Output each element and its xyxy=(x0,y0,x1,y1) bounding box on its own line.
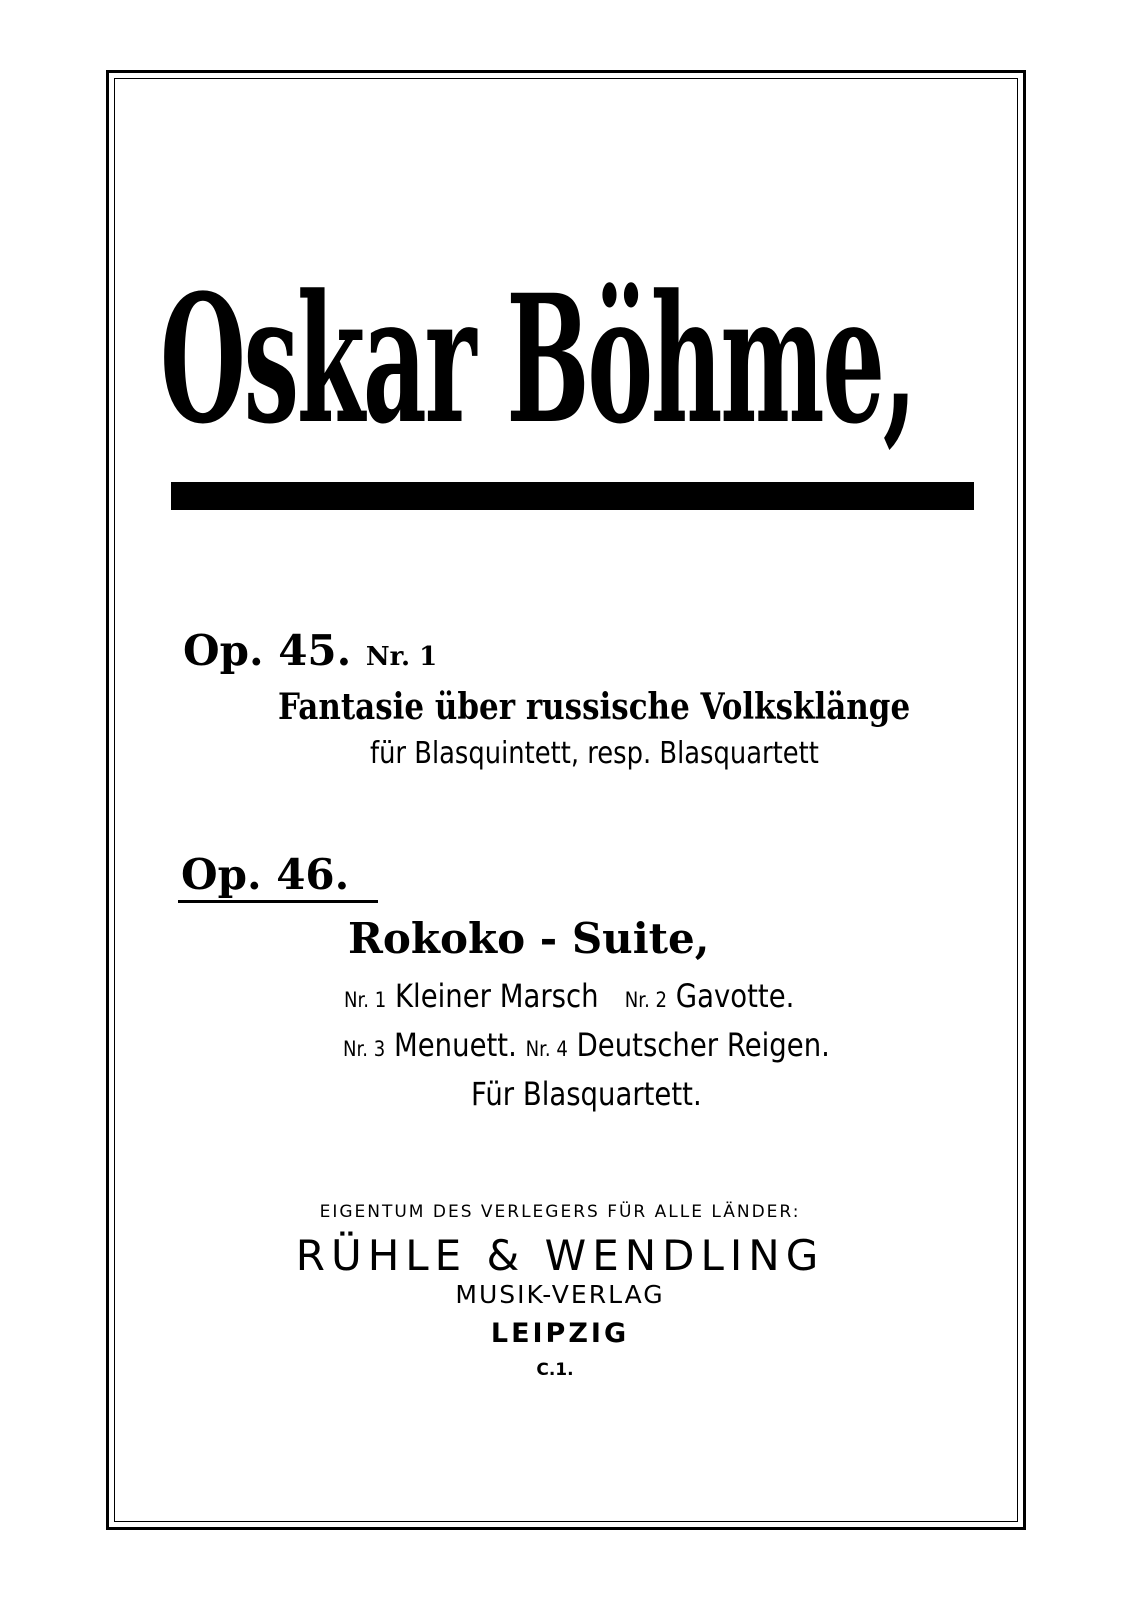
movement-name: Kleiner Marsch xyxy=(395,977,599,1015)
movement-number: Nr. 1 xyxy=(344,988,387,1012)
op45-title: Fantasie über russische Volksklänge xyxy=(278,686,911,728)
op45-number: Nr. 1 xyxy=(365,642,438,672)
movement-line-2 xyxy=(343,1024,830,1070)
movement-number: Nr. 3 xyxy=(343,1037,386,1061)
op46-underline xyxy=(178,900,378,903)
movement-name: Menuett. xyxy=(394,1026,517,1064)
op45-scoring: für Blasquintett, resp. Blasquartett xyxy=(370,736,819,771)
op46-heading: Op. 46. xyxy=(181,850,350,899)
composer-underline-bar xyxy=(171,482,974,510)
movement-number: Nr. 2 xyxy=(624,988,668,1012)
op45-heading xyxy=(183,626,437,682)
ownership-notice: EIGENTUM DES VERLEGERS FÜR ALLE LÄNDER: xyxy=(319,1202,801,1222)
publisher-label: MUSIK-VERLAG xyxy=(455,1280,665,1309)
op46-scoring: Für Blasquartett. xyxy=(471,1075,702,1113)
op45-opus: Op. 45. xyxy=(183,626,352,675)
movement-name: Deutscher Reigen. xyxy=(576,1026,830,1064)
movement-line-1 xyxy=(344,975,794,1021)
movement-number: Nr. 4 xyxy=(525,1037,568,1061)
movement-name: Gavotte. xyxy=(675,977,795,1015)
publisher-name: RÜHLE & WENDLING xyxy=(295,1231,825,1280)
publisher-district: C.1. xyxy=(536,1360,574,1380)
suite-title: Rokoko - Suite, xyxy=(348,914,710,963)
publisher-city: LEIPZIG xyxy=(490,1318,630,1349)
composer-name: Oskar Böhme, xyxy=(160,256,915,463)
